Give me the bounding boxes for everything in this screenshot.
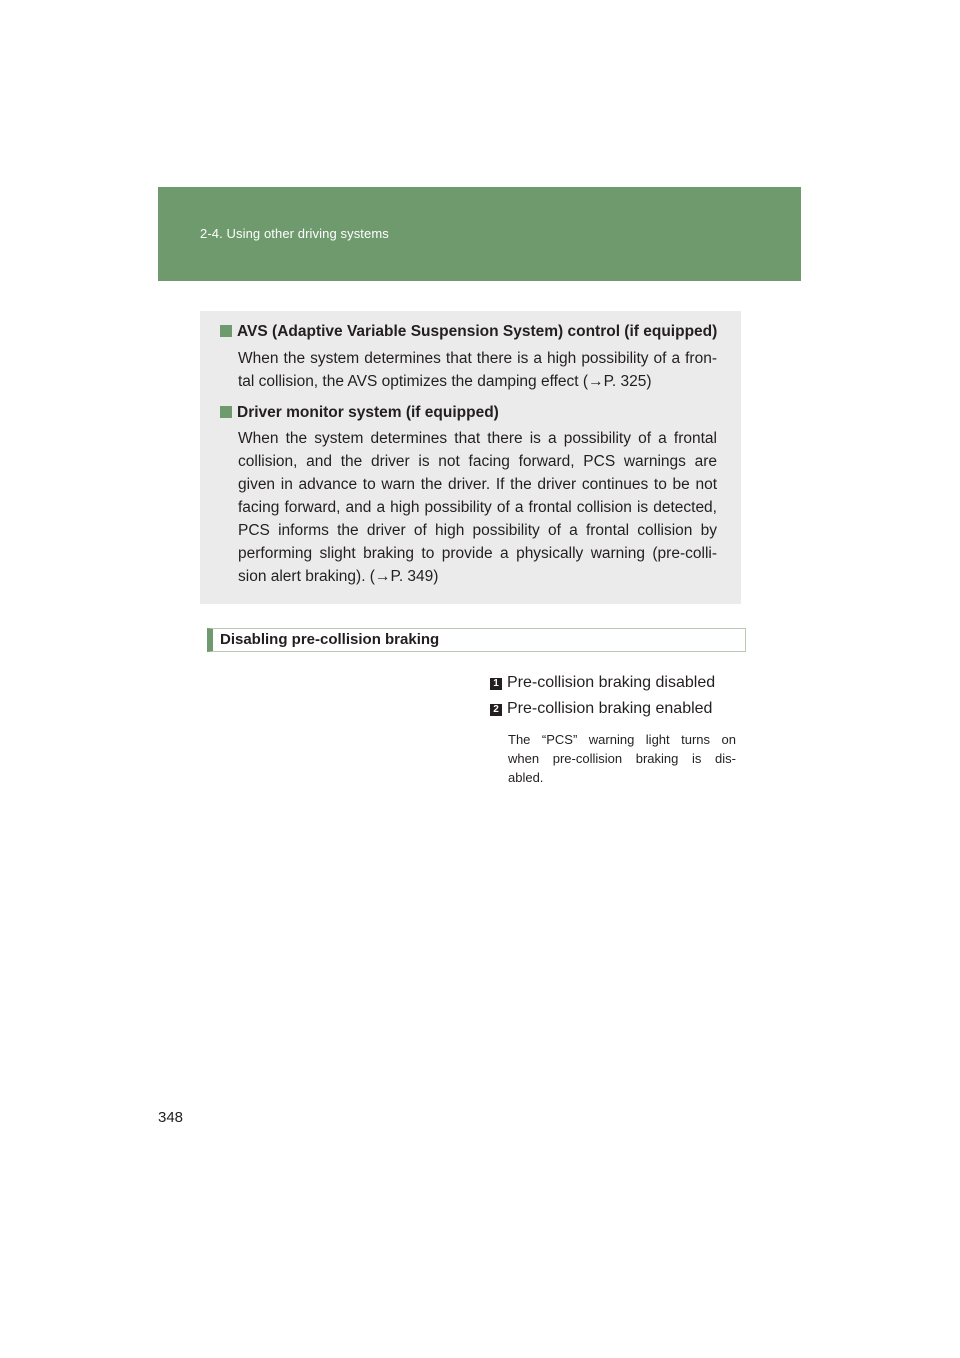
page-number: 348: [158, 1109, 184, 1126]
subheading-bar: [207, 628, 746, 652]
note-line: collision, and the driver is not facing forward, PCS warnings are: [238, 453, 717, 470]
legend-note-line: The “PCS” warning light turns on: [508, 732, 736, 747]
number-2-icon: 2: [490, 704, 502, 716]
legend-note-line: abled.: [508, 770, 544, 785]
note-body-driver-monitor: [238, 427, 717, 588]
legend-note-line: when pre-collision braking is dis-: [508, 751, 736, 766]
header-band: [158, 187, 801, 281]
note-body-avs: [238, 347, 717, 393]
number-1-icon: 1: [490, 678, 502, 690]
legend-note: [508, 730, 736, 787]
note-line: sion alert braking). (→P. 349): [238, 568, 439, 585]
legend-label: Pre-collision braking enabled: [507, 700, 713, 717]
note-line: performing slight braking to provide a physically warning (pre-colli-: [238, 545, 717, 562]
note-line: tal collision, the AVS optimizes the damping effect (→P. 325): [238, 373, 652, 390]
info-box: [200, 311, 741, 604]
note-line: When the system determines that there is a possibility of a frontal: [238, 430, 717, 447]
note-line: facing forward, and a high possibility of a frontal collision is detected,: [238, 499, 717, 516]
note-line: PCS informs the driver of high possibility of a frontal collision by: [238, 522, 717, 539]
square-bullet-icon: [220, 325, 232, 337]
subheading: Disabling pre-collision braking: [220, 631, 440, 648]
section-title: 2-4. Using other driving systems: [200, 226, 389, 241]
legend-label: Pre-collision braking disabled: [507, 674, 716, 691]
note-title-avs: AVS (Adaptive Variable Suspension System) control (if equipped): [220, 323, 717, 341]
square-bullet-icon: [220, 406, 232, 418]
note-line: When the system determines that there is a high possibility of a fron-: [238, 350, 717, 367]
note-line: given in advance to warn the driver. If the driver continues to be not: [238, 476, 717, 493]
note-title-driver-monitor: Driver monitor system (if equipped): [220, 404, 499, 422]
